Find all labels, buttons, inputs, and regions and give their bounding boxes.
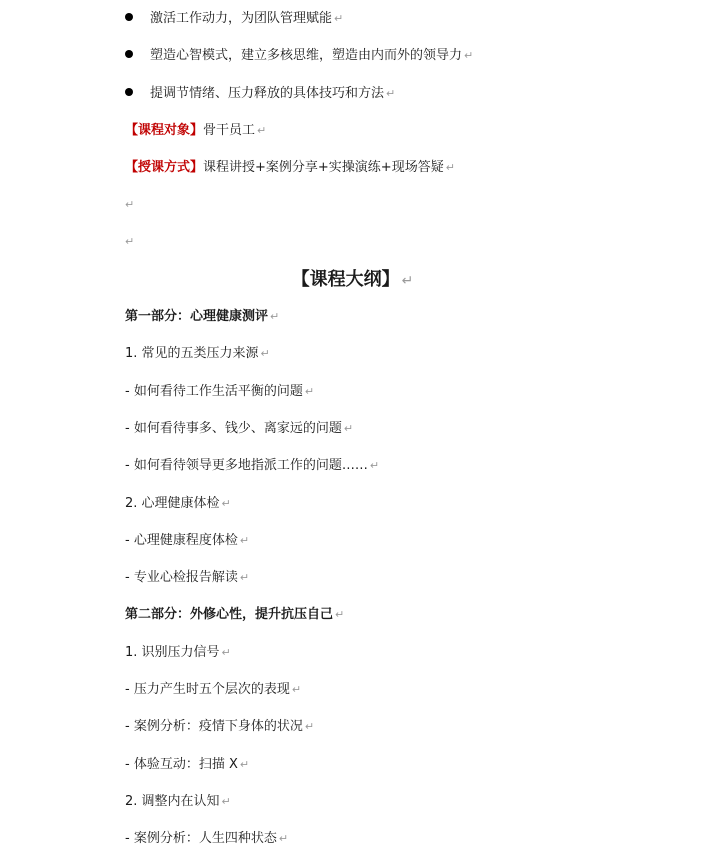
paragraph-mark-icon: ↵: [291, 683, 302, 696]
audience-label: 【课程对象】: [125, 123, 204, 138]
outline-item-text: - 案例分析：人生四种状态: [125, 831, 277, 846]
bullet-icon: [125, 13, 133, 21]
goal-text: 提调节情绪、压力释放的具体技巧和方法: [150, 86, 385, 101]
outline-section-heading: [125, 606, 344, 624]
outline-item-text: - 如何看待事多、钱少、离家远的问题: [125, 421, 342, 436]
outline-item: [125, 345, 270, 363]
outline-item: [125, 644, 231, 662]
outline-item-text: - 压力产生时五个层次的表现: [125, 682, 290, 697]
outline-item-text: 第二部分：外修心性，提升抗压自己: [125, 607, 334, 622]
outline-item: [125, 830, 288, 848]
paragraph-mark-icon: ↵: [445, 161, 455, 174]
empty-paragraph: [125, 196, 134, 214]
paragraph-mark-icon: ↵: [239, 571, 250, 584]
outline-item: [125, 532, 249, 550]
empty-paragraph: [125, 233, 134, 251]
paragraph-mark-icon: ↵: [369, 459, 380, 472]
course-method: [125, 159, 455, 177]
outline-item: [125, 569, 249, 587]
method-label: 【授课方式】: [125, 160, 204, 175]
paragraph-mark-icon: ↵: [270, 310, 280, 323]
outline-item: [125, 457, 379, 475]
outline-section-heading: [125, 308, 279, 326]
paragraph-mark-icon: ↵: [221, 497, 231, 510]
audience-value: 骨干员工: [203, 123, 256, 138]
paragraph-mark-icon: ↵: [221, 795, 231, 808]
outline-item: [125, 495, 231, 513]
method-value: 课程讲授+案例分享+实操演练+现场答疑: [203, 160, 444, 175]
outline-item: [125, 681, 301, 699]
paragraph-mark-icon: ↵: [278, 832, 289, 845]
bullet-icon: [125, 88, 133, 96]
outline-item: [125, 718, 314, 736]
paragraph-mark-icon: ↵: [386, 87, 396, 100]
outline-item-text: 1. 常见的五类压力来源: [125, 346, 259, 361]
paragraph-mark-icon: ↵: [260, 347, 270, 360]
paragraph-mark-icon: ↵: [125, 235, 135, 248]
paragraph-mark-icon: ↵: [304, 720, 315, 733]
outline-item-text: - 专业心检报告解读: [125, 570, 238, 585]
paragraph-mark-icon: ↵: [221, 646, 231, 659]
outline-item: [125, 756, 249, 774]
outline-item-text: - 体验互动：扫描 X: [125, 757, 238, 772]
paragraph-mark-icon: ↵: [304, 385, 315, 398]
bullet-icon: [125, 50, 133, 58]
goal-item: [125, 10, 343, 28]
course-audience: [125, 122, 266, 140]
outline-item: [125, 420, 353, 438]
outline-title: [0, 268, 705, 293]
paragraph-mark-icon: ↵: [125, 198, 135, 211]
outline-item-text: - 案例分析：疫情下身体的状况: [125, 719, 303, 734]
paragraph-mark-icon: ↵: [334, 12, 344, 25]
outline-title-text: 【课程大纲】: [291, 269, 400, 290]
outline-item-text: 第一部分：心理健康测评: [125, 309, 269, 324]
outline-item-text: 1. 识别压力信号: [125, 645, 220, 660]
paragraph-mark-icon: ↵: [239, 758, 250, 771]
outline-item-text: 2. 心理健康体检: [125, 496, 220, 511]
paragraph-mark-icon: ↵: [401, 273, 414, 289]
goal-item: [125, 85, 395, 103]
outline-item: [125, 793, 231, 811]
outline-item: [125, 383, 314, 401]
goal-text: 塑造心智模式，建立多核思维，塑造由内而外的领导力: [150, 48, 463, 63]
outline-item-text: - 如何看待领导更多地指派工作的问题……: [125, 458, 368, 473]
paragraph-mark-icon: ↵: [239, 534, 250, 547]
paragraph-mark-icon: ↵: [464, 49, 474, 62]
outline-item-text: - 心理健康程度体检: [125, 533, 238, 548]
paragraph-mark-icon: ↵: [335, 608, 345, 621]
goal-item: [125, 47, 473, 65]
paragraph-mark-icon: ↵: [257, 124, 267, 137]
outline-item-text: - 如何看待工作生活平衡的问题: [125, 384, 303, 399]
paragraph-mark-icon: ↵: [343, 422, 354, 435]
outline-item-text: 2. 调整内在认知: [125, 794, 220, 809]
goal-text: 激活工作动力，为团队管理赋能: [150, 11, 333, 26]
